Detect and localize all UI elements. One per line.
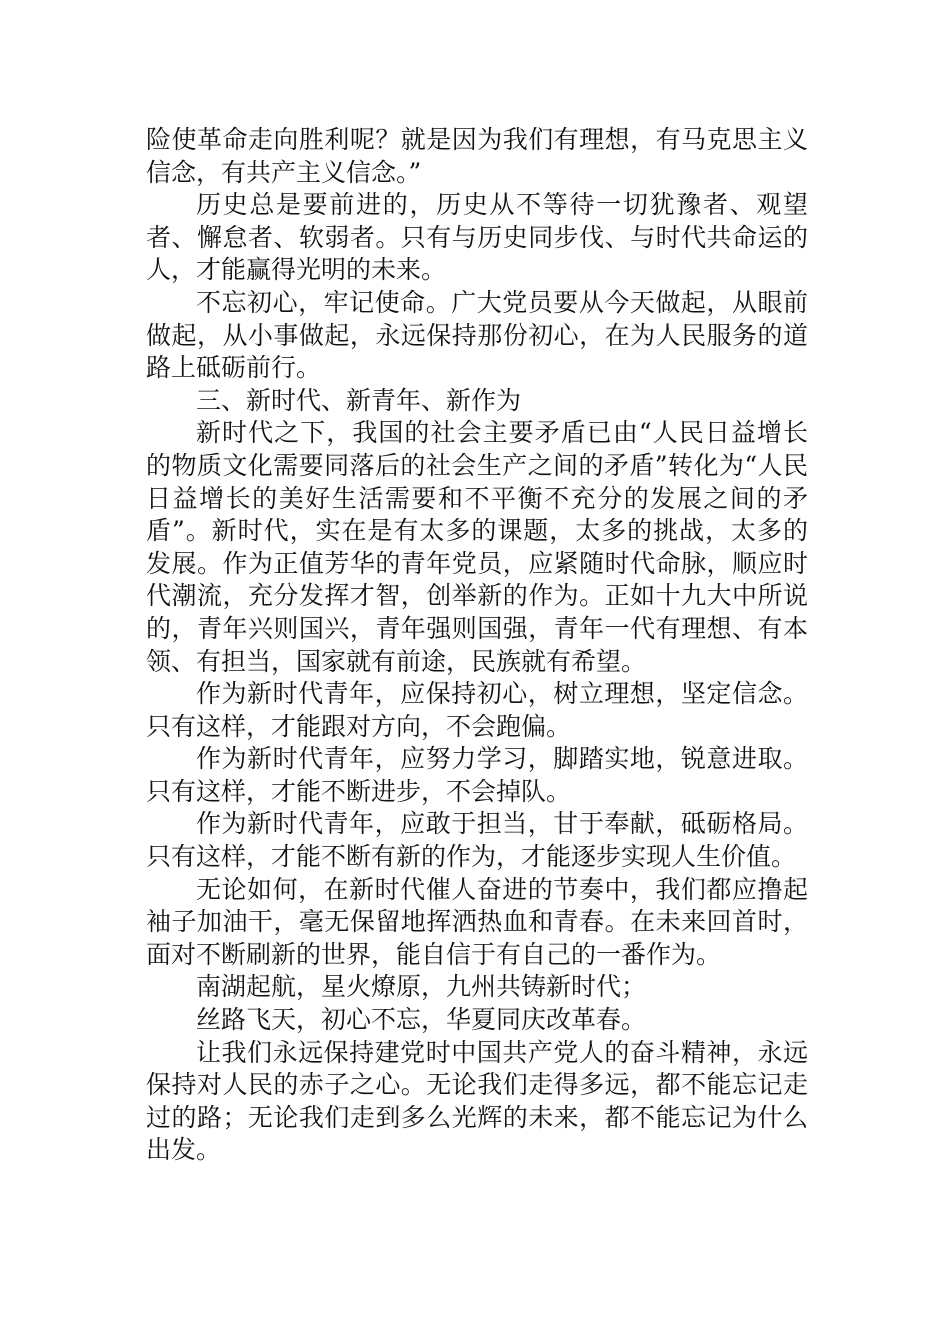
paragraph-new-era: 新时代之下，我国的社会主要矛盾已由“人民日益增长的物质文化需要同落后的社会生产之间的矛盾”转化为“人民日益增长的美好生活需要和不平衡不充分的发展之间的矛盾”。新时代，实在是有太多的课题，太多的挑战，太多的发展。作为正值芳华的青年党员，应紧随时代命脉，顺应时代潮流，充分发挥才智，创举新的作为。正如十九大中所说的，青年兴则国兴，青年强则国强，青年一代有理想、有本领、有担当，国家就有前途，民族就有希望。 xyxy=(146,418,808,676)
paragraph-original-aspiration: 不忘初心，牢记使命。广大党员要从今天做起，从眼前做起，从小事做起，永远保持那份初心，在为人民服务的道路上砥砺前行。 xyxy=(146,287,808,383)
paragraph-closing: 让我们永远保持建党时中国共产党人的奋斗精神，永远保持对人民的赤子之心。无论我们走得多远，都不能忘记走过的路；无论我们走到多么光辉的未来，都不能忘记为什么出发。 xyxy=(146,1037,808,1165)
couplet-line-1: 南湖起航，星火燎原，九州共铸新时代； xyxy=(196,972,647,1002)
paragraph-youth-study: 作为新时代青年，应努力学习，脚踏实地，锐意进取。只有这样，才能不断进步，不会掉队。 xyxy=(146,744,808,806)
paragraph-continued: 险使革命走向胜利呢？就是因为我们有理想，有马克思主义信念，有共产主义信念。” xyxy=(146,125,808,187)
paragraph-history: 历史总是要前进的，历史从不等待一切犹豫者、观望者、懈怠者、软弱者。只有与历史同步伐、与时代共命运的人，才能赢得光明的未来。 xyxy=(146,190,808,285)
paragraph-youth-belief: 作为新时代青年，应保持初心，树立理想，坚定信念。只有这样，才能跟对方向，不会跑偏。 xyxy=(146,679,808,741)
paragraph-regardless: 无论如何，在新时代催人奋进的节奏中，我们都应撸起袖子加油干，毫无保留地挥洒热血和青春。在未来回首时，面对不断刷新的世界，能自信于有自己的一番作为。 xyxy=(146,874,808,969)
paragraph-youth-responsibility: 作为新时代青年，应敢于担当，甘于奉献，砥砺格局。只有这样，才能不断有新的作为，才能逐步实现人生价值。 xyxy=(146,809,808,872)
section-heading: 三、新时代、新青年、新作为 xyxy=(196,385,522,415)
couplet-line-2: 丝路飞天，初心不忘，华夏同庆改革春。 xyxy=(196,1005,647,1035)
document-body xyxy=(146,124,808,1167)
